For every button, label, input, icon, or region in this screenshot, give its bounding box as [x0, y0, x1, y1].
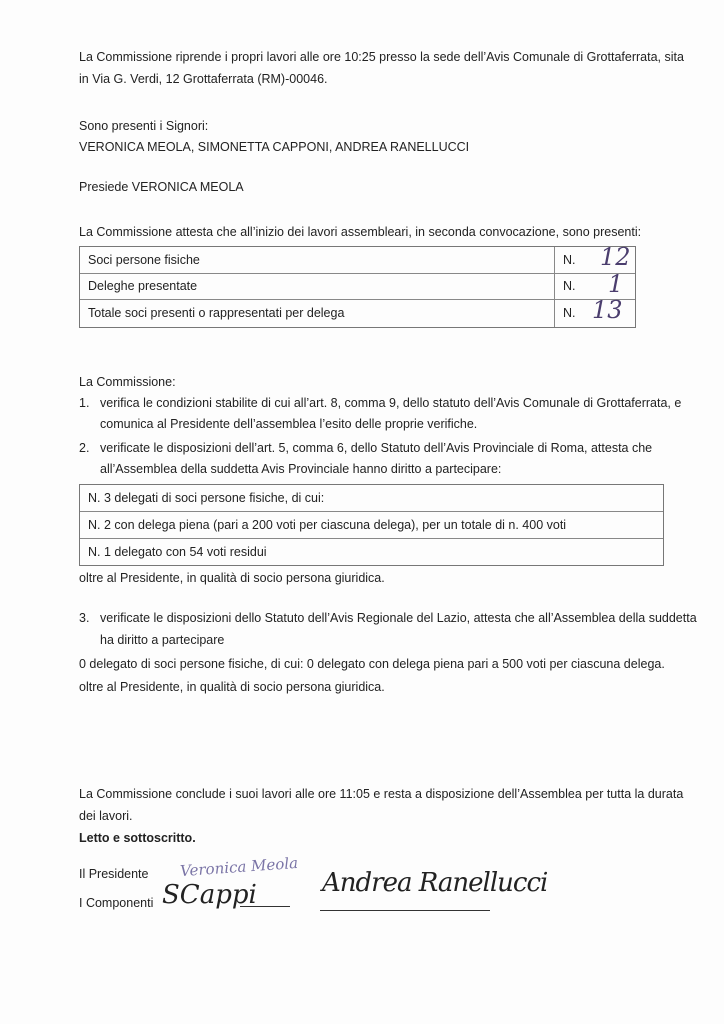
delegato-line: 0 delegato di soci persone fisiche, di cui: 0 delegato con delega piena pari a 500 voti per ciascuna delega.	[79, 657, 665, 671]
row-n: N.	[563, 279, 576, 293]
item-line: all’Assemblea della suddetta Avis Provinciale hanno diritto a partecipare:	[100, 462, 502, 476]
presenti-label: Sono presenti i Signori:	[79, 119, 209, 133]
letto-line: Letto e sottoscritto.	[79, 831, 196, 845]
item-line: verificate le disposizioni dello Statuto dell’Avis Regionale del Lazio, attesta che all’Assemblea della suddetta	[100, 611, 697, 625]
presenti-names: VERONICA MEOLA, SIMONETTA CAPPONI, ANDREA RANELLUCCI	[79, 140, 470, 154]
signature-underline	[320, 910, 490, 911]
item-number: 3.	[79, 611, 90, 625]
presenti-table	[79, 243, 636, 328]
table-row	[80, 270, 635, 300]
oltre-line-2: oltre al Presidente, in qualità di socio persona giuridica.	[79, 680, 385, 694]
row-value: 1	[608, 270, 624, 298]
row-text: N. 3 delegati di soci persone fisiche, di cui:	[88, 491, 325, 505]
row-value: 12	[600, 243, 631, 271]
signature-componente-1: SCappi	[162, 880, 257, 910]
item-line: ha diritto a partecipare	[100, 633, 225, 647]
row-n: N.	[563, 306, 576, 320]
row-label: Soci persone fisiche	[80, 247, 555, 273]
delegati-table	[79, 484, 664, 566]
list-item	[79, 611, 697, 651]
row-text: N. 1 delegato con 54 voti residui	[88, 544, 267, 559]
conclude-line-1: La Commissione conclude i suoi lavori alle ore 11:05 e resta a disposizione dell’Assemblea per tutta la durata	[79, 787, 684, 801]
table-row	[80, 243, 635, 274]
componenti-label: I Componenti	[79, 896, 154, 910]
item-line: comunica al Presidente dell’assemblea l’esito delle proprie verifiche.	[100, 417, 478, 431]
item-line: verificate le disposizioni dell’art. 5, comma 6, dello Statuto dell’Avis Provinciale di Roma, attesta che	[100, 441, 653, 455]
signature-presidente: Veronica Meola	[179, 853, 299, 881]
row-text: N. 2 con delega piena (pari a 200 voti per ciascuna delega), per un totale di n. 400 voti	[88, 517, 567, 532]
row-label: Deleghe presentate	[80, 273, 555, 299]
table-row	[80, 538, 663, 565]
presidente-label: Il Presidente	[79, 867, 149, 881]
signature-componente-2: Andrea Ranellucci	[322, 868, 548, 898]
item-number: 1.	[79, 396, 90, 410]
item-line: verifica le condizioni stabilite di cui all’art. 8, comma 9, dello statuto dell’Avis Comunale di Grottaferrata, e	[100, 396, 682, 410]
item-number: 2.	[79, 441, 90, 455]
intro-line-1: La Commissione riprende i propri lavori alle ore 10:25 presso la sede dell’Avis Comunale di Grottaferrata, sita	[79, 50, 684, 64]
intro-line-2: in Via G. Verdi, 12 Grottaferrata (RM)-00046.	[79, 72, 328, 86]
table-row	[80, 511, 663, 539]
row-value: 13	[592, 296, 623, 324]
attesta-line: La Commissione attesta che all’inizio dei lavori assembleari, in seconda convocazione, sono presenti:	[79, 225, 642, 239]
oltre-line-1: oltre al Presidente, in qualità di socio persona giuridica.	[79, 571, 385, 585]
conclude-line-2: dei lavori.	[79, 809, 133, 823]
signature-underline	[240, 906, 290, 907]
row-n: N.	[563, 253, 576, 267]
list-item	[79, 396, 682, 436]
row-label: Totale soci presenti o rappresentati per delega	[80, 299, 555, 327]
table-row	[80, 485, 663, 512]
table-row	[80, 296, 635, 327]
presidente-line: Presiede VERONICA MEOLA	[79, 180, 244, 194]
commissione-label: La Commissione:	[79, 375, 176, 389]
list-item	[79, 441, 679, 481]
